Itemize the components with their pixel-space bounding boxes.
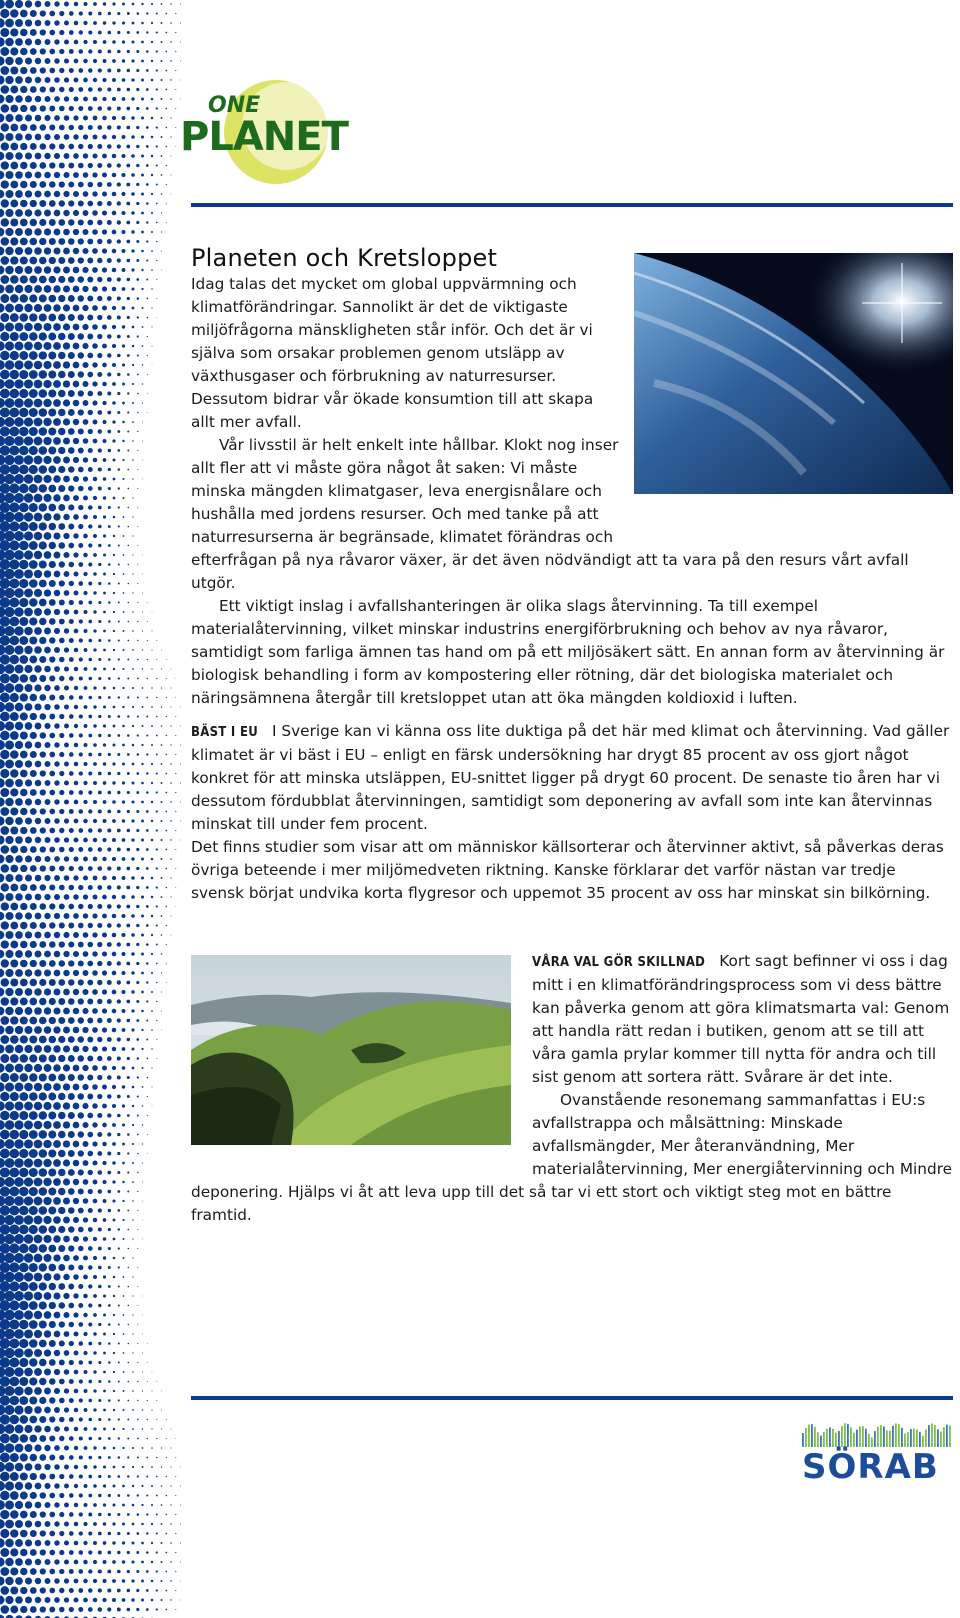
best-in-eu-heading: BÄST I EU <box>191 725 259 740</box>
svg-text:SÖRAB: SÖRAB <box>802 1447 939 1480</box>
svg-text:PLANET: PLANET <box>180 114 348 160</box>
earth-photo-space <box>621 273 953 541</box>
sorab-logo <box>800 1415 955 1480</box>
top-divider <box>191 203 953 207</box>
svg-text:ONE: ONE <box>208 93 261 118</box>
sorab-logo-bars <box>802 1423 951 1447</box>
our-choices-paragraph-2: Ovanstående resonemang sammanfattas i EU:s avfallstrappa och målsättning: Minskade avfallsmängder, Mer återanvändning, Mer materialåtervinning, Mer energiåtervinning och Mindre deponering. Hjälps vi åt att leva upp till det så tar vi ett stort och viktigt steg mot en bättre framtid. <box>191 1091 953 1224</box>
page-title: Planeten och Kretsloppet <box>191 244 498 272</box>
intro-paragraph-1: Idag talas det mycket om global uppvärmning och klimatförändringar. Sannolikt är det de viktigaste miljöfrågorna mänskligheten står inför. Och det är vi själva som orsakar problemen genom utsläpp av växthusgaser och förbrukning av naturresurser. Dessutom bidrar vår ökade konsumtion till att skapa allt mer avfall. <box>191 275 594 431</box>
best-in-eu-paragraph-1: BÄST I EU I Sverige kan vi känna oss lite duktiga på det här med klimat och återvinning. Vad gäller klimatet är vi bäst i EU – enligt en färsk undersökning har drygt 85 procent av oss gjort något konkret för att minska utsläppen, EU-snittet ligger på drygt 60 procent. De senaste tio åren har vi dessutom fördubblat återvinningen, samtidigt som deponering av avfall som inte kan återvinnas minskat till under fem procent. <box>191 722 950 833</box>
one-planet-logo <box>178 78 368 193</box>
best-in-eu-section <box>191 720 953 905</box>
intro-paragraph-3: Ett viktigt inslag i avfallshanteringen är olika slags återvinning. Ta till exempel materialåtervinning, vilket minskar industrins energiförbrukning och behov av nya råvaror, samtidigt som farliga ämnen tas hand om på ett miljösäkert sätt. En annan form av återvinning är biologisk behandling i form av kompostering eller rötning, där det biologiska materialet och näringsämnena återgår till kretsloppet utan att öka mängden koldioxid i luften. <box>191 597 945 707</box>
intro-article <box>191 273 953 710</box>
hills-photo-space <box>191 950 532 1168</box>
best-in-eu-paragraph-2: Det finns studier som visar att om människor källsorterar och återvinner aktivt, så påverkas deras övriga beteende i mer miljömedveten riktning. Kanske förklarar det varför nästan var tredje svensk börjat undvika korta flygresor och uppemot 35 procent av oss har minskat sin bilkörning. <box>191 838 944 902</box>
intro-paragraph-2: Vår livsstil är helt enkelt inte hållbar. Klokt nog inser allt fler att vi måste göra något åt saken: Vi måste minska mängden klimatgaser, leva energisnålare och hushålla med jordens resurser. Och med tanke på att naturresurserna är begränsade, klimatet förändras och efterfrågan på nya råvaror växer, är det även nödvändigt att ta vara på den resurs vårt avfall utgör. <box>191 436 909 592</box>
bottom-divider <box>191 1396 953 1400</box>
our-choices-section <box>191 950 953 1227</box>
our-choices-paragraph-1: VÅRA VAL GÖR SKILLNAD Kort sagt befinner vi oss i dag mitt i en klimatförändringsprocess som vi dess bättre kan påverka genom att göra klimatsmarta val: Genom att handla rätt redan i butiken, genom att se till att våra gamla prylar kommer till nytta för andra och till sist genom att sortera rätt. Svårare är det inte. <box>532 952 950 1086</box>
halftone-dot-pattern <box>0 0 200 1618</box>
our-choices-heading: VÅRA VAL GÖR SKILLNAD <box>532 955 706 970</box>
